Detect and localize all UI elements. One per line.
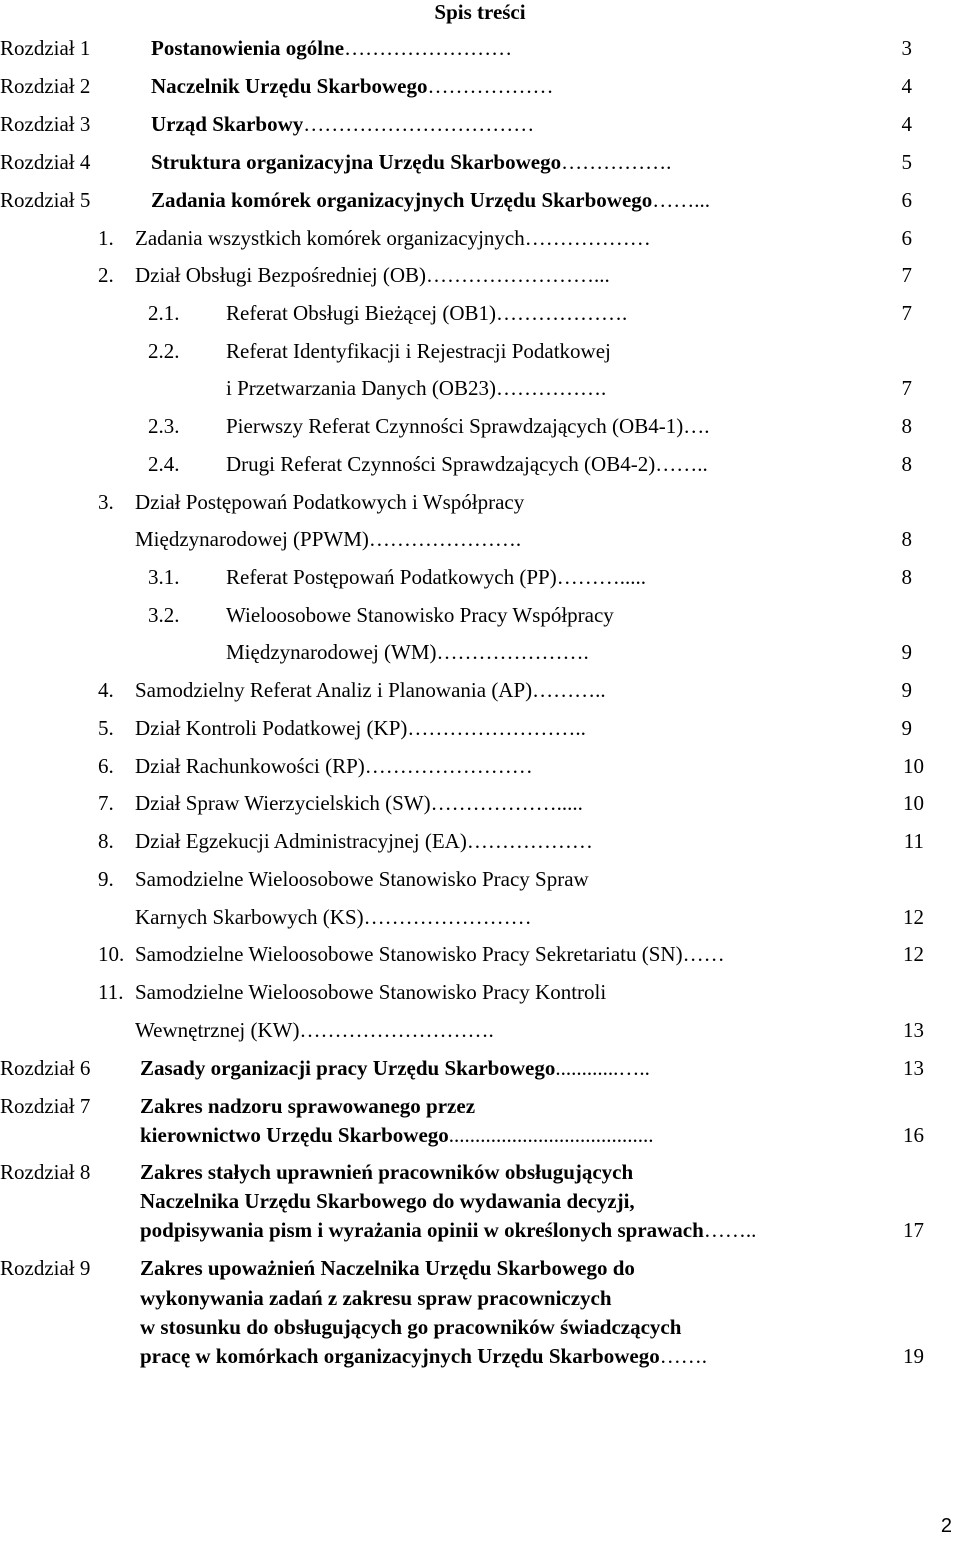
- toc-leader: …………….: [561, 150, 672, 174]
- toc-page: 7: [901, 263, 912, 287]
- toc-page: 8: [901, 452, 912, 476]
- toc-page: 16: [903, 1123, 924, 1147]
- toc-leader: ……………………………: [303, 112, 535, 136]
- toc-page: 13: [903, 1018, 924, 1042]
- toc-page: 4: [901, 74, 912, 98]
- toc-leader: ……...: [652, 188, 711, 212]
- toc-leader: ………..: [532, 678, 606, 702]
- toc-page: 12: [903, 942, 924, 966]
- toc-title: Zakres upoważnień Naczelnika Urzędu Skarbowego do: [140, 1256, 635, 1280]
- toc-page: 6: [901, 188, 912, 212]
- toc-page: 4: [901, 112, 912, 136]
- toc-label: 9.: [98, 867, 114, 891]
- toc-label: 2.: [98, 263, 114, 287]
- toc-title-cont: podpisywania pism i wyrażania opinii w określonych sprawach……..: [140, 1218, 757, 1242]
- toc-title: Samodzielny Referat Analiz i Planowania (AP)………..: [135, 678, 606, 702]
- toc-title: Struktura organizacyjna Urzędu Skarbowego…………….: [151, 150, 672, 174]
- toc-label: 3.: [98, 490, 114, 514]
- toc-label: 2.4.: [148, 452, 180, 476]
- toc-title: Dział Postępowań Podatkowych i Współpracy: [135, 490, 525, 514]
- toc-page: 13: [903, 1056, 924, 1080]
- toc-page: 3: [901, 36, 912, 60]
- toc-title: Wieloosobowe Stanowisko Pracy Współpracy: [226, 603, 614, 627]
- toc-leader: ……….....: [556, 565, 646, 589]
- toc-leader: ……………………: [344, 36, 513, 60]
- toc-leader: …………….: [495, 376, 607, 400]
- toc-title-cont: pracę w komórkach organizacyjnych Urzędu Skarbowego…….: [140, 1344, 707, 1368]
- toc-title-cont: wykonywania zadań z zakresu spraw pracowniczych: [140, 1286, 612, 1310]
- toc-page: 9: [901, 640, 912, 664]
- toc-title-cont: w stosunku do obsługujących go pracowników świadczących: [140, 1315, 682, 1339]
- toc-page: 17: [903, 1218, 924, 1242]
- toc-label: 2.1.: [148, 301, 180, 325]
- toc-title-cont: Międzynarodowej (PPWM)………………….: [135, 527, 522, 551]
- toc-page: 8: [901, 527, 912, 551]
- toc-title: Dział Obsługi Bezpośredniej (OB)……………………...: [135, 263, 610, 287]
- toc-leader: ………………: [427, 74, 554, 98]
- toc-leader: ….: [683, 414, 710, 438]
- toc-title: Postanowienia ogólne……………………: [151, 36, 513, 60]
- toc-page: 7: [901, 376, 912, 400]
- toc-leader: ……………….: [496, 301, 628, 325]
- toc-leader: ………………: [466, 829, 593, 853]
- toc-title: Referat Obsługi Bieżącej (OB1)……………….: [226, 301, 628, 325]
- toc-label: Rozdział 5: [0, 188, 91, 212]
- toc-title: Zadania wszystkich komórek organizacyjnych………………: [135, 226, 651, 250]
- toc-leader: ……………….....: [430, 791, 583, 815]
- toc-title-cont: i Przetwarzania Danych (OB23)…………….: [226, 376, 607, 400]
- toc-label: 1.: [98, 226, 114, 250]
- toc-label: Rozdział 4: [0, 150, 91, 174]
- toc-page: 10: [903, 754, 924, 778]
- toc-title-cont: Wewnętrznej (KW)……………………….: [135, 1018, 494, 1042]
- toc-title: Naczelnik Urzędu Skarbowego………………: [151, 74, 554, 98]
- toc-leader: ……………………: [363, 905, 532, 929]
- toc-label: Rozdział 8: [0, 1160, 91, 1184]
- toc-title-cont: kierownictwo Urzędu Skarbowego.......................................: [140, 1123, 654, 1147]
- toc-title-cont: Naczelnika Urzędu Skarbowego do wydawania decyzji,: [140, 1189, 635, 1213]
- toc-title: Zakres stałych uprawnień pracowników obsługujących: [140, 1160, 634, 1184]
- toc-label: 7.: [98, 791, 114, 815]
- toc-page: 7: [901, 301, 912, 325]
- toc-label: 4.: [98, 678, 114, 702]
- toc-leader: ……………………: [364, 754, 533, 778]
- toc-leader: ............…..: [555, 1056, 650, 1080]
- toc-leader: ……..: [703, 1218, 757, 1242]
- toc-title: Dział Egzekucji Administracyjnej (EA)………………: [135, 829, 593, 853]
- toc-title: Samodzielne Wieloosobowe Stanowisko Pracy Sekretariatu (SN)……: [135, 942, 725, 966]
- toc-title: Samodzielne Wieloosobowe Stanowisko Pracy Spraw: [135, 867, 589, 891]
- toc-title: Referat Identyfikacji i Rejestracji Podatkowej: [226, 339, 611, 363]
- toc-page: 5: [901, 150, 912, 174]
- toc-page: 8: [901, 565, 912, 589]
- toc-leader: ……: [682, 942, 725, 966]
- toc-label: 2.2.: [148, 339, 180, 363]
- toc-leader: ……..: [655, 452, 708, 476]
- toc-page: 8: [901, 414, 912, 438]
- toc-title: Referat Postępowań Podatkowych (PP)……….....: [226, 565, 646, 589]
- toc-title: Dział Rachunkowości (RP)……………………: [135, 754, 533, 778]
- toc-title: Pierwszy Referat Czynności Sprawdzających (OB4-1)….: [226, 414, 710, 438]
- toc-label: 6.: [98, 754, 114, 778]
- document-title: Spis treści: [434, 0, 526, 24]
- toc-page: 11: [903, 829, 924, 853]
- toc-leader: ……………………..: [407, 716, 586, 740]
- toc-leader: ……………………….: [299, 1018, 494, 1042]
- toc-leader: ………………….: [368, 527, 522, 551]
- toc-page: 10: [903, 791, 924, 815]
- toc-title: Drugi Referat Czynności Sprawdzających (OB4-2)……..: [226, 452, 708, 476]
- toc-page: 6: [901, 226, 912, 250]
- toc-label: 3.1.: [148, 565, 180, 589]
- toc-page: 9: [901, 716, 912, 740]
- toc-label: Rozdział 1: [0, 36, 91, 60]
- toc-label: Rozdział 3: [0, 112, 91, 136]
- toc-title-cont: Międzynarodowej (WM)………………….: [226, 640, 589, 664]
- toc-leader: ………………: [524, 226, 651, 250]
- toc-title: Zadania komórek organizacyjnych Urzędu Skarbowego……...: [151, 188, 711, 212]
- toc-label: Rozdział 6: [0, 1056, 91, 1080]
- page-number: 2: [940, 1515, 952, 1537]
- toc-title: Samodzielne Wieloosobowe Stanowisko Pracy Kontroli: [135, 980, 607, 1004]
- toc-label: 2.3.: [148, 414, 180, 438]
- toc-page: 19: [903, 1344, 924, 1368]
- toc-leader: ……………………...: [426, 263, 610, 287]
- toc-label: Rozdział 9: [0, 1256, 91, 1280]
- toc-label: Rozdział 7: [0, 1094, 91, 1118]
- toc-label: 11.: [98, 980, 124, 1004]
- toc-label: 8.: [98, 829, 114, 853]
- toc-title: Dział Spraw Wierzycielskich (SW)……………….....: [135, 791, 583, 815]
- toc-leader: ………………….: [436, 640, 589, 664]
- toc-page: 12: [903, 905, 924, 929]
- toc-page: 9: [901, 678, 912, 702]
- toc-label: Rozdział 2: [0, 74, 91, 98]
- toc-label: 3.2.: [148, 603, 180, 627]
- toc-title: Zakres nadzoru sprawowanego przez: [140, 1094, 476, 1118]
- toc-title: Dział Kontroli Podatkowej (KP)……………………..: [135, 716, 586, 740]
- toc-leader: .......................................: [448, 1123, 654, 1147]
- toc-leader: …….: [659, 1344, 707, 1368]
- toc-label: 5.: [98, 716, 114, 740]
- toc-title: Urząd Skarbowy……………………………: [151, 112, 535, 136]
- toc-title: Zasady organizacji pracy Urzędu Skarbowego............…..: [140, 1056, 650, 1080]
- toc-title-cont: Karnych Skarbowych (KS)……………………: [135, 905, 532, 929]
- toc-label: 10.: [98, 942, 125, 966]
